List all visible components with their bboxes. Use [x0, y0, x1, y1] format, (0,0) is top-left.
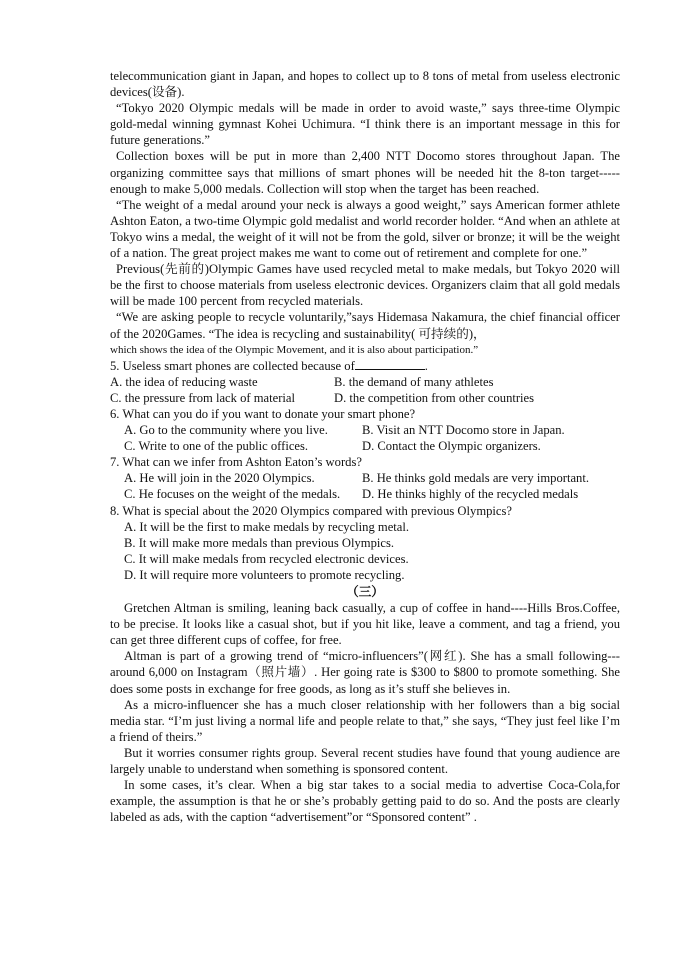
passage-paragraph: Altman is part of a growing trend of “micro-influencers”(网红). She has a small following---around 6,000 on Instagram（照片墙）. Her going rate is $300 to $800 to promote something. She does some posts in exchange for free goods, as long as it’s stuff she believes in.: [110, 649, 620, 696]
passage-paragraph: Previous(先前的)Olympic Games have used recycled metal to make medals, but Tokyo 2020 will be the first to choose materials from useless electronic devices. Organizers claim that all gold medals will be made 100 percent from recycled materials.: [110, 262, 620, 309]
option-b: B. It will make more medals than previous Olympics.: [124, 535, 395, 550]
option-b: B. Visit an NTT Docomo store in Japan.: [362, 423, 565, 438]
passage-paragraph: As a micro-influencer she has a much closer relationship with her followers than a big social media star. “I’m just living a normal life and people relate to that,” she says, “They just feel like I’m a friend of theirs.”: [110, 697, 620, 744]
option-a: A. He will join in the 2020 Olympics.: [124, 471, 315, 486]
option-c: C. It will make medals from recycled electronic devices.: [124, 551, 409, 566]
question-8: [110, 503, 620, 583]
question-stem: 5. Useless smart phones are collected because of: [110, 358, 355, 373]
option-d: D. the competition from other countries: [334, 390, 535, 405]
passage-paragraph: “The weight of a medal around your neck is always a good weight,” says American former athlete Ashton Eaton, a two-time Olympic gold medalist and world recorder holder. “And when an athlete at Tokyo wins a medal, the weight of it will not be from the gold, silver or bronze; it will be the weight of a nation. The great project makes me want to come out of retirement and complete for one.”: [110, 197, 620, 261]
passage-paragraph: But it worries consumer rights group. Several recent studies have found that young audience are largely unable to understand when something is sponsored content.: [110, 745, 620, 777]
answer-blank: [355, 358, 425, 370]
document-page: [110, 68, 620, 825]
option-d: D. Contact the Olympic organizers.: [362, 439, 541, 454]
question-6: [110, 406, 620, 454]
passage-paragraph: telecommunication giant in Japan, and hopes to collect up to 8 tons of metal from useless electronic devices(设备).: [110, 69, 620, 100]
passage-paragraph: Collection boxes will be put in more than 2,400 NTT Docomo stores throughout Japan. The organizing committee says that millions of smart phones will be needed hit the 8-ton target-----enough to make 5,000 medals. Collection will stop when the target has been reached.: [110, 149, 620, 196]
passage-paragraph: “Tokyo 2020 Olympic medals will be made in order to avoid waste,” says three-time Olympic gold-medal winning gymnast Kohei Uchimura. “I think there is an important message in this for future generations.”: [110, 101, 620, 148]
passage-paragraph: Gretchen Altman is smiling, leaning back casually, a cup of coffee in hand----Hills Bros.Coffee, to be precise. It looks like a casual shot, but if you hit like, leave a comment, and tag a friend, you can get three different cups of coffee, for free.: [110, 601, 620, 648]
section-heading: （三）: [346, 585, 384, 599]
option-a: A. Go to the community where you live.: [124, 423, 328, 438]
option-c: C. He focuses on the weight of the medals.: [124, 487, 341, 502]
option-d: D. It will require more volunteers to promote recycling.: [124, 567, 405, 582]
question-stem: 7. What can we infer from Ashton Eaton’s words?: [110, 455, 362, 470]
option-c: C. Write to one of the public offices.: [124, 439, 309, 454]
option-d: D. He thinks highly of the recycled medals: [362, 487, 579, 502]
option-c: C. the pressure from lack of material: [110, 390, 295, 405]
question-7: [110, 454, 620, 502]
passage-paragraph-continued: which shows the idea of the Olympic Movement, and it is also about participation.”: [110, 343, 479, 356]
question-5: [110, 358, 620, 406]
option-a: A. It will be the first to make medals by recycling metal.: [124, 519, 410, 534]
option-a: A. the idea of reducing waste: [110, 374, 258, 389]
question-stem: 8. What is special about the 2020 Olympics compared with previous Olympics?: [110, 503, 512, 518]
passage-paragraph: In some cases, it’s clear. When a big star takes to a social media to advertise Coca-Cola,for example, the assumption is that he or she’s probably getting paid to do so. And the posts are clearly labeled as ads, with the caption “advertisement”or “Sponsored content” .: [110, 778, 620, 825]
question-stem: 6. What can you do if you want to donate your smart phone?: [110, 406, 416, 421]
passage-paragraph: “We are asking people to recycle voluntarily,”says Hidemasa Nakamura, the chief financial officer of the 2020Games. “The idea is recycling and sustainability( 可持续的)，: [110, 310, 620, 341]
option-b: B. the demand of many athletes: [334, 374, 494, 389]
option-b: B. He thinks gold medals are very important.: [362, 471, 589, 486]
stem-end: .: [424, 358, 428, 373]
